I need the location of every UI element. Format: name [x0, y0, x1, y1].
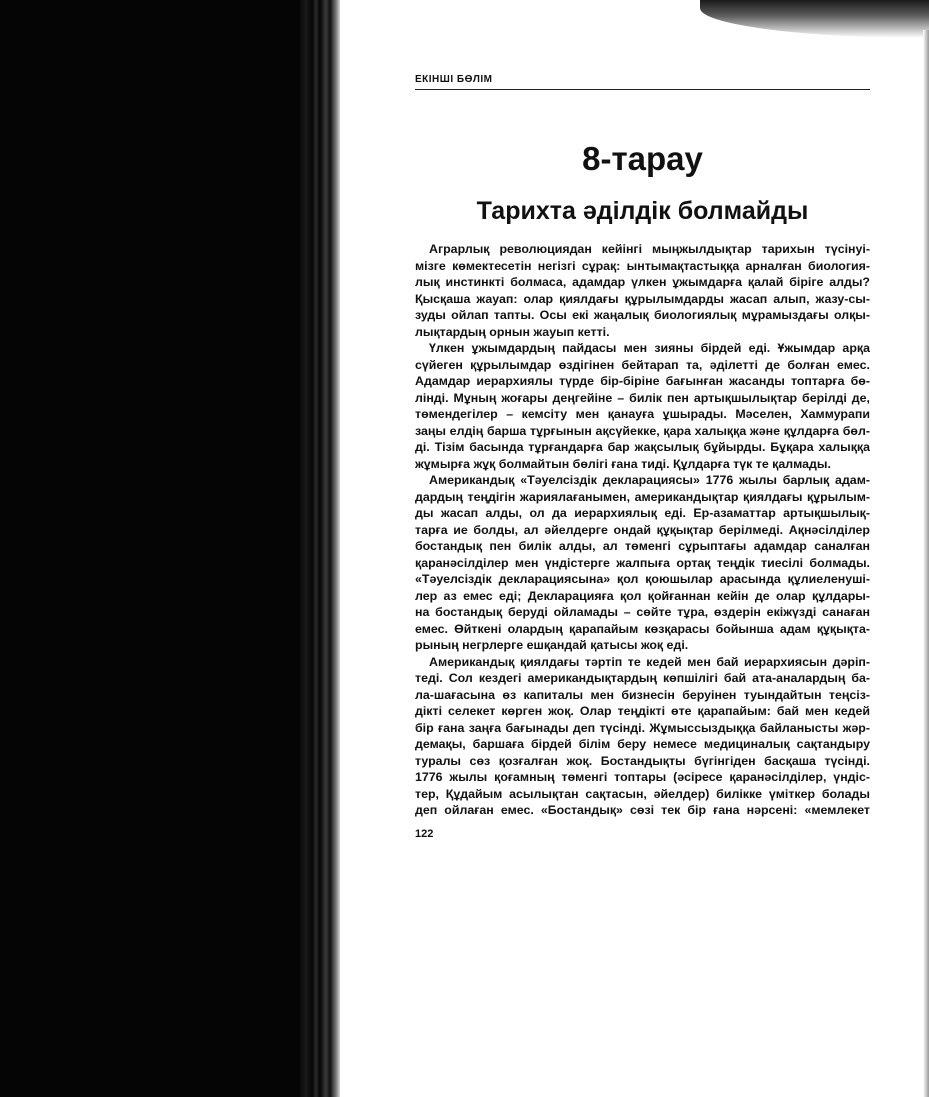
text-line: сүйеген құрылымдар өздігінен бейтарап та, әділетті де болған емес.: [415, 357, 870, 372]
header-rule: [415, 89, 870, 90]
text-line: емес. Өйткені олардың қарапайым көзқарасы бойынша адам құқықта-: [415, 621, 870, 636]
text-line: Американдық қиялдағы тәртіп те кедей мен бай иерархиясын дәріп-: [429, 654, 870, 669]
text-line: заңы елдің барша тұрғынын ақсүйекке, қара халыққа және құлдарға бөл-: [415, 423, 870, 438]
text-line: рының негрлерге ешқандай қатысы жоқ еді.: [415, 638, 689, 652]
text-line: тер, Құдайым асылықтан сақтасын, әйелдер) билікке үміткер болады: [415, 786, 870, 801]
text-line: Адамдар иерархиялы түрде бір-біріне бағынған жасанды топтарға бө-: [415, 374, 870, 388]
text-line: лықтардың орнын жауып кетті.: [415, 324, 610, 339]
text-line: дардың теңдігін жариялағанымен, американдықтар қиялдағы құрылым-: [415, 489, 870, 504]
text-line: мізге көмектесетін негізгі сұрақ: ынтымақтастыққа арналған биология-: [415, 258, 870, 273]
page-number: 122: [415, 828, 434, 840]
text-line: төмендегілер – кемсіту мен қанауға ұшырады. Мәселен, Хаммурапи: [415, 407, 870, 421]
book-spine-shadow: [0, 0, 300, 1097]
text-line: лінді. Мұның жоғары деңгейіне – билік пен артықшылықтар берілді де,: [415, 390, 870, 405]
text-line: Аграрлық революциядан кейінгі мыңжылдықтар тарихын түсінуі-: [429, 242, 870, 256]
text-line: Американдық «Тәуелсіздік декларациясы» 1776 жылы барлық адам-: [429, 473, 870, 487]
text-line: бір ғана заңға бағынады деп түсінді. Жұмыссыздыққа байланысты жәр-: [415, 720, 870, 735]
chapter-title: Тарихта әділдік болмайды: [476, 197, 809, 225]
text-line: Қысқаша жауап: олар қиялдағы құрылымдарды жасап алып, жазу-сы-: [415, 291, 870, 306]
text-line: лық инстинкті болмаса, адамдар үлкен ұжымдарға қалай біріге алды?: [415, 275, 870, 289]
text-line: теді. Сол кездегі американдықтардың көпшілігі бай ата-аналардың ба-: [415, 671, 870, 685]
text-line: ді. Тізім басында тұрғандарға бар жақсылық бұйырды. Бұқара халыққа: [415, 440, 870, 454]
running-head: ЕКІНШІ БӨЛІМ: [415, 74, 493, 85]
text-line: туралы сөз қозғалған жоқ. Бостандықты бүгінгіден басқаша түсінді.: [415, 753, 870, 768]
text-line: дікті селекет көрген жоқ. Олар теңдікті өте қарапайым: бай мен кедей: [415, 704, 870, 718]
text-line: демақы, баршаға бірдей білім беру немесе медициналық сақтандыру: [415, 737, 870, 751]
page-gutter: [300, 0, 340, 1097]
text-line: ды жасап алды, ол да иерархиялық еді. Ер-азаматтар артықшылық-: [415, 506, 870, 520]
text-line: тарға ие болды, ал әйелдерге ондай құқықтар берілмеді. Ақнәсілділер: [415, 522, 870, 537]
chapter-number: 8-тарау: [582, 140, 703, 177]
text-line: жұмырға жұқ болмайтын бөлігі ғана тиді. Құлдарға түк те қалмады.: [415, 456, 831, 471]
text-line: зуды ойлап тапты. Осы екі жаңалық биологиялық мұрамыздағы олқы-: [415, 308, 870, 322]
text-line: Үлкен ұжымдардың пайдасы мен зияны бірдей еді. Ұжымдар арқа: [429, 341, 870, 355]
text-line: лер аз емес еді; Декларацияға қол қойғаннан кейін де олар құлдары-: [415, 588, 870, 603]
text-line: 1776 жылы қоғамның төменгі топтары (әсіресе қаранәсілділер, үндіс-: [415, 770, 870, 784]
text-line: «Тәуелсіздік декларациясына» қол қоюшылар арасында құлиеленуші-: [415, 572, 870, 586]
text-line: деп ойлаған емес. «Бостандық» сөзі тек бір ғана нәрсені: «мемлекет: [415, 803, 870, 817]
body-text: [415, 241, 870, 819]
text-line: ла-шағасына өз капиталы мен бизнесін беруінен туындайтын теңсіз-: [415, 687, 870, 702]
text-line: қаранәсілділер мен үндістерге жалпыға ортақ теңдік тиесілі болмады.: [415, 555, 870, 570]
text-line: на бостандық беруді ойламады – сөйте тұра, өздерін екіжүзді санаған: [415, 605, 870, 619]
page-edge-shadow: [923, 30, 929, 1097]
text-line: бостандық пен билік алды, ал төменгі сұрыптағы адамдар саналған: [415, 539, 870, 553]
